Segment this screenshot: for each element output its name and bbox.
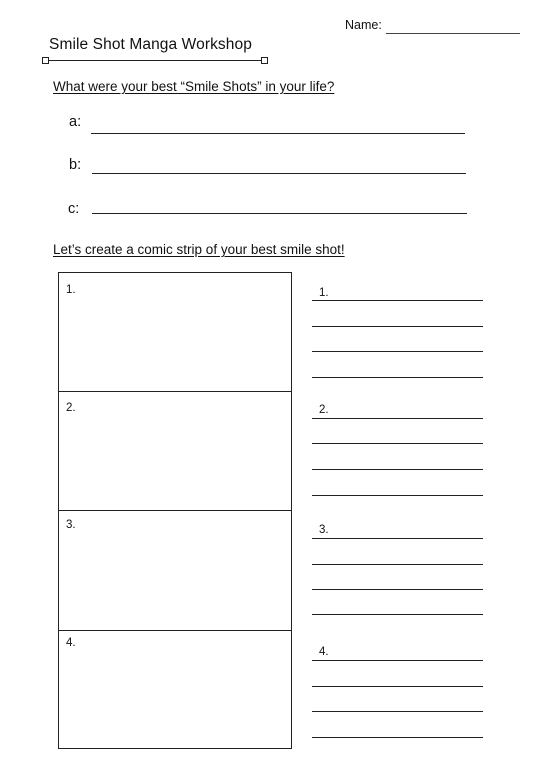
caption-line[interactable] [312,443,483,444]
comic-panel-1[interactable] [59,273,291,392]
caption-line[interactable] [312,614,483,615]
panel-number: 2. [66,402,76,414]
question-heading: What were your best “Smile Shots” in your life? [53,79,335,94]
comic-panel-4[interactable] [59,631,291,748]
caption-number: 2. [319,404,329,416]
worksheet-title: Smile Shot Manga Workshop [49,36,252,53]
caption-line[interactable] [312,564,483,565]
caption-line[interactable] [312,711,483,712]
caption-number: 3. [319,524,329,536]
title-underline [47,60,265,61]
caption-line[interactable] [312,660,483,661]
caption-line[interactable] [312,589,483,590]
answer-line-b[interactable] [92,173,466,174]
name-label: Name: [345,18,382,32]
comic-panel-2[interactable] [59,392,291,511]
caption-line[interactable] [312,495,483,496]
caption-line[interactable] [312,377,483,378]
resize-handle-left-icon[interactable] [42,57,49,64]
answer-line-a[interactable] [91,133,465,134]
panel-number: 1. [66,284,76,296]
answer-label-a: a: [69,114,82,130]
caption-line[interactable] [312,351,483,352]
caption-line[interactable] [312,326,483,327]
caption-line[interactable] [312,469,483,470]
resize-handle-right-icon[interactable] [261,57,268,64]
answer-label-b: b: [69,157,82,173]
caption-line[interactable] [312,300,483,301]
name-field[interactable] [386,33,520,34]
comic-panel-3[interactable] [59,511,291,631]
caption-line[interactable] [312,538,483,539]
answer-label-c: c: [68,201,80,217]
panel-number: 4. [66,637,76,649]
caption-number: 1. [319,287,329,299]
comic-strip [58,272,292,749]
caption-number: 4. [319,646,329,658]
caption-line[interactable] [312,737,483,738]
comic-instruction: Let’s create a comic strip of your best smile shot! [53,242,345,257]
caption-line[interactable] [312,686,483,687]
caption-line[interactable] [312,418,483,419]
panel-number: 3. [66,519,76,531]
answer-line-c[interactable] [92,213,467,214]
